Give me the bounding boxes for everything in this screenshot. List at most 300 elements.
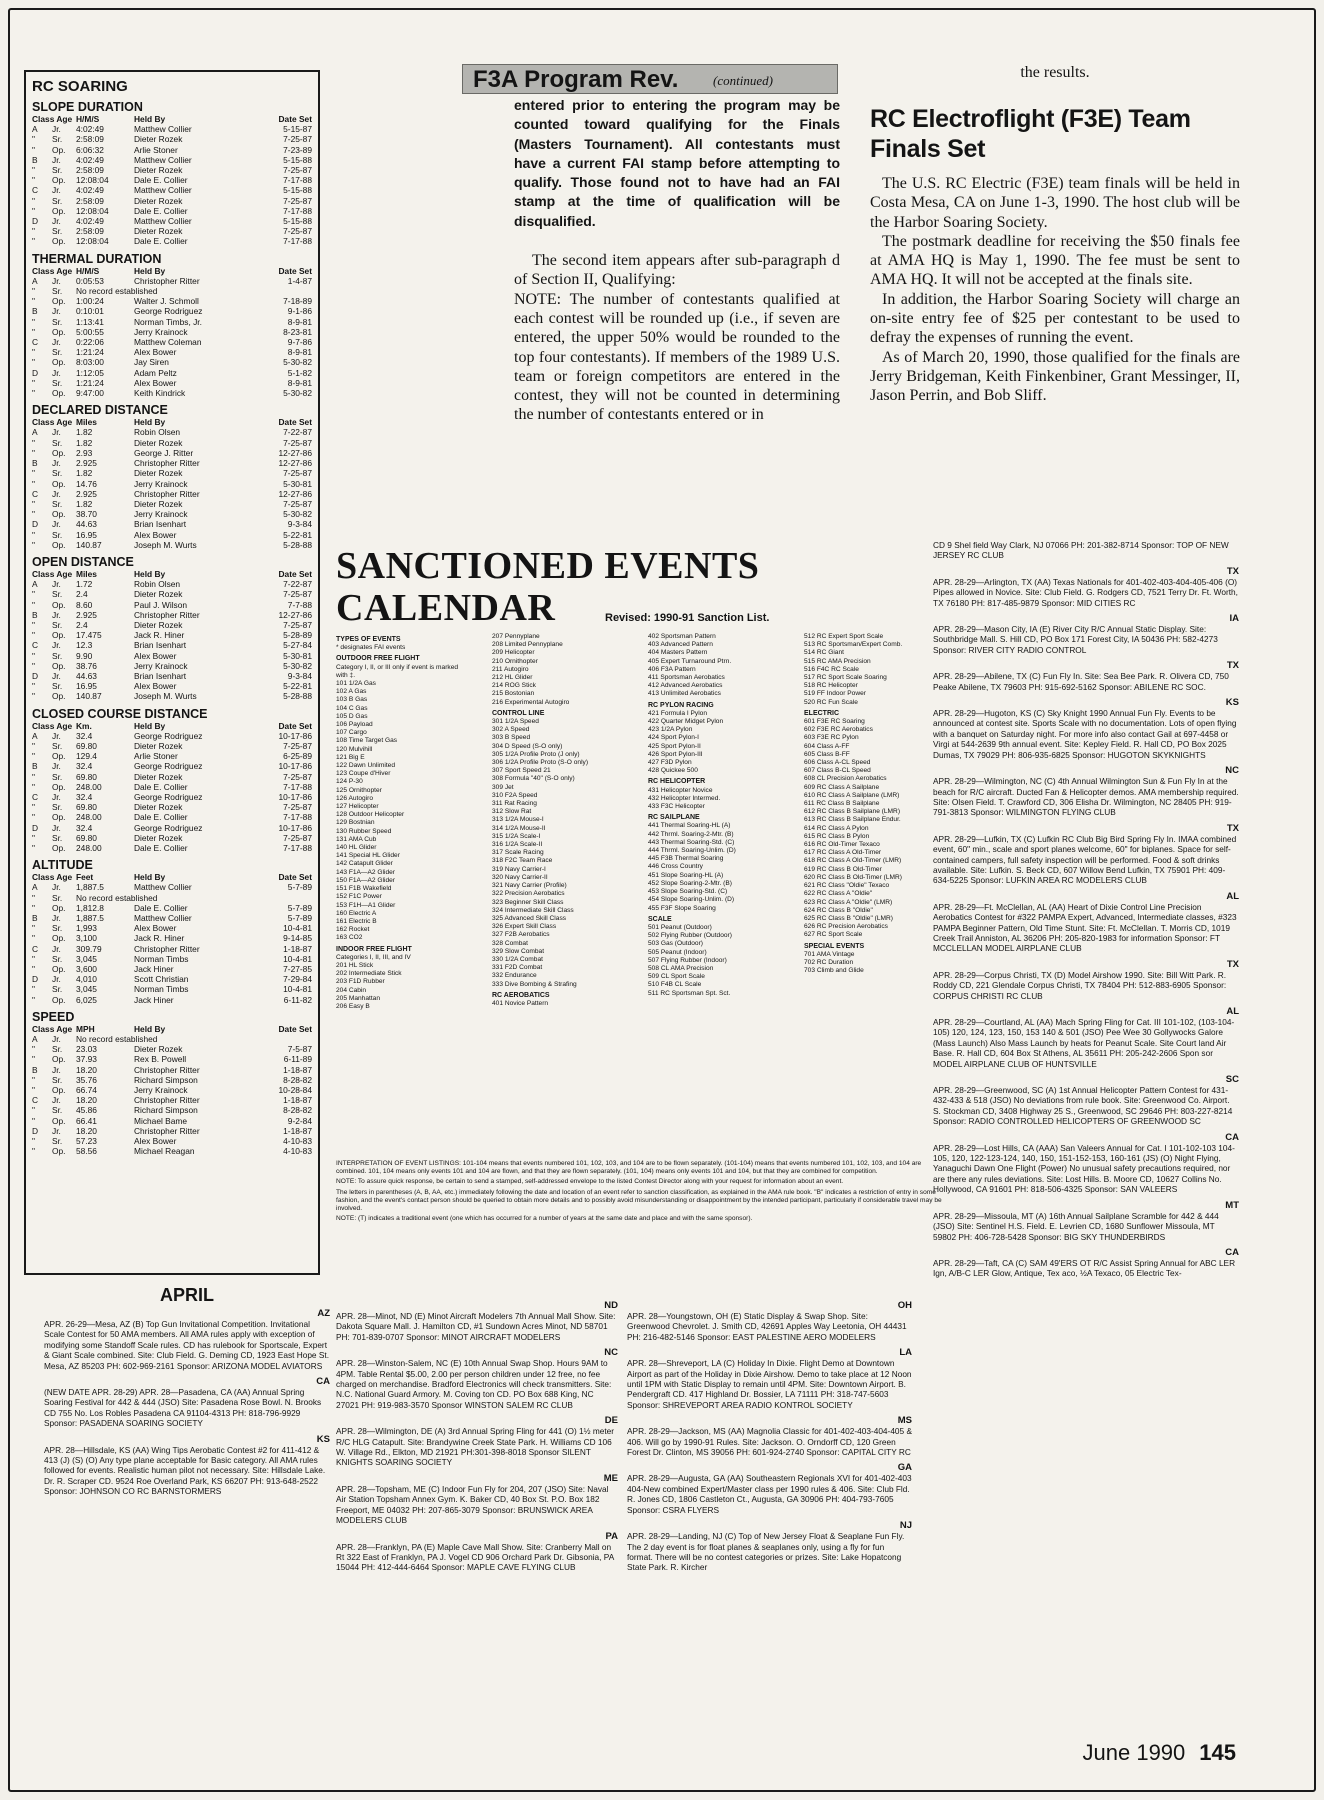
event-type-item: 513 RC Sportsman/Expert Comb. <box>804 641 903 649</box>
event-state: ND <box>604 1300 618 1311</box>
event-state: CA <box>316 1376 330 1388</box>
record-row <box>32 882 312 892</box>
record-cell: Alex Bower <box>134 529 177 540</box>
record-cell: George Rodriguez <box>134 761 203 772</box>
event-type-item: 701 AMA Vintage <box>804 950 855 958</box>
record-cell: Arlie Stoner <box>134 144 178 155</box>
record-cell: " <box>32 771 35 782</box>
record-cell: Jr. <box>52 154 61 165</box>
event-type-item: 615 RC Class B Pylon <box>804 832 870 840</box>
record-cell: Christopher Ritter <box>134 1125 200 1136</box>
event-type-item: 507 Flying Rubber (Indoor) <box>648 956 727 964</box>
event-text: APR. 28—Youngstown, OH (E) Static Display & Swap Shop. Site: Greenwood Chevrolet. J. Smith CD, 42691 Apples Way Leetonia, OH 44431 PH: 216-482-5146 Sponsor: EAST PALESTINE AERO MODELERS <box>627 1311 907 1342</box>
event-type-item: 160 Electric A <box>336 909 377 917</box>
record-cell: 7-25-87 <box>283 740 312 751</box>
event-listing <box>933 660 1239 692</box>
record-cell: Op. <box>52 144 66 155</box>
record-row <box>32 327 312 337</box>
event-type-item: 453 Slope Soaring-Std. (C) <box>648 888 728 896</box>
event-type-item: 328 Combat <box>492 939 528 947</box>
record-cell: 7-17-88 <box>283 812 312 823</box>
record-cell: Jr. <box>52 306 61 317</box>
record-cell: 1.72 <box>76 579 93 590</box>
record-cell: A <box>32 275 38 286</box>
record-cell: " <box>32 388 35 399</box>
record-cell: 6-25-89 <box>283 751 312 762</box>
record-cell: " <box>32 933 35 944</box>
event-type-item: 333 Dive Bombing & Strafing <box>492 980 577 988</box>
record-cell: Op. <box>52 660 66 671</box>
record-row <box>32 1054 312 1064</box>
record-cell: 12-27-86 <box>278 447 312 458</box>
record-cell: 7-25-87 <box>283 195 312 206</box>
record-row <box>32 823 312 833</box>
record-row <box>32 1116 312 1126</box>
record-row <box>32 995 312 1005</box>
event-text: APR. 28-29—Augusta, GA (AA) Southeastern Regionals XVI for 401-402-403 404-New combined Expert/Master class per 1990 rules & 406. Site: Club Fld. R. Jones CD, 1806 Castleton Ct., Augusta, GA 30906 PH: 404-793-7605 Sponsor: CSRA FLYERS <box>627 1473 912 1515</box>
record-row <box>32 286 312 296</box>
calendar-revised: Revised: 1990-91 Sanction List. <box>605 612 770 624</box>
event-type-item: 511 RC Sportsman Spt. Sct. <box>648 989 731 997</box>
f3a-title: F3A Program Rev. <box>473 66 679 93</box>
record-cell: Dale E. Collier <box>134 781 188 792</box>
record-cell: 5-22-81 <box>283 681 312 692</box>
record-cell: George J. Ritter <box>134 447 194 458</box>
event-type-item: 516 F4C RC Scale <box>804 665 859 673</box>
record-row <box>32 540 312 550</box>
event-type-item: 319 Navy Carrier-I <box>492 865 546 873</box>
event-type-item: 129 Bostnian <box>336 819 375 827</box>
event-type-item: 442 Thrml. Soaring-2-Mtr. (B) <box>648 830 734 838</box>
record-cell: 1.82 <box>76 427 93 438</box>
event-type-item: 310 F2A Speed <box>492 791 538 799</box>
record-cell: Dale E. Collier <box>134 236 188 247</box>
record-cell: Paul J. Wilson <box>134 599 188 610</box>
event-type-item: 323 Beginner Skill Class <box>492 898 564 906</box>
record-cell: 248.00 <box>76 843 102 853</box>
record-cell: Op. <box>52 843 66 853</box>
event-text: APR. 28-29—Landing, NJ (C) Top of New Jersey Float & Seaplane Fun Fly. The 2 day event is for float planes & seaplanes only, using a fly for fun format. There will be no contest categories or prizes. Site: Lake Hopatcong State Park. R. Kircher <box>627 1531 905 1573</box>
record-cell: 6,025 <box>76 994 97 1005</box>
record-cell: Keith Kindrick <box>134 388 186 399</box>
record-cell: Matthew Collier <box>134 216 192 227</box>
events-column-middle-right <box>627 1300 912 1770</box>
event-type-item: 305 1/2A Profile Proto (J only) <box>492 750 580 758</box>
record-table <box>32 872 312 1005</box>
record-cell: Jr. <box>52 519 61 530</box>
response-note: NOTE: To assure quick response, be certain to send a stamped, self-addressed envelope to the listed Contest Director along with your request for information about an event. <box>336 1178 844 1186</box>
record-table <box>32 417 312 550</box>
event-type-item: 433 F3C Helicopter <box>648 803 705 811</box>
record-cell: " <box>32 529 35 540</box>
record-row <box>32 427 312 437</box>
event-type-item: 216 Experimental Autogiro <box>492 698 570 706</box>
event-type-item: 128 Outdoor Helicopter <box>336 811 405 819</box>
event-type-item: 515 RC AMA Precision <box>804 657 871 665</box>
record-cell: 8-9-81 <box>287 347 312 358</box>
event-text: APR. 28—Topsham, ME (C) Indoor Fun Fly for 204, 207 (JSO) Site: Naval Air Station Topsham Annex Gym. K. Baker CD, 40 Box St. P.O. Box 182 Freeport, ME 04032 PH: 207-865-3079 Sponsor: BRUNSWICK AREA MODELERS CLUB <box>336 1483 609 1526</box>
event-text: APR. 28-29—Ft. McClellan, AL (AA) Heart of Dixie Control Line Precision Aerobatics Contest for #322 PAMPA Expert, Advanced, Intermediate classes, #323 PAMPA Beginner Pattern, Old Time Stunt. Site: Ft. McClellan. T. Morris CD, 1019 Creek Trail Anniston, AL 36206 PH: 205-820-1983 for information Sponsor: FT MCCLELLAN MODEL AIRPLANE CLUB <box>933 901 1237 954</box>
record-cell: 5-30-81 <box>283 650 312 661</box>
record-cell: George Rodriguez <box>134 306 203 317</box>
record-cell: 1.82 <box>76 437 93 448</box>
record-header-row <box>32 266 312 276</box>
record-cell: 5-28-88 <box>283 539 312 550</box>
event-category-heading: TYPES OF EVENTS <box>336 636 401 643</box>
event-type-item: 518 RC Helicopter <box>804 682 858 690</box>
record-cell: 9.90 <box>76 650 93 661</box>
event-type-item: 451 Slope Soaring-HL (A) <box>648 871 724 879</box>
record-column-header: Date Set <box>278 265 312 276</box>
record-cell: " <box>32 326 35 337</box>
record-cell: D <box>32 519 39 530</box>
record-cell: Adam Peltz <box>134 367 177 378</box>
record-cell: 3,045 <box>76 984 97 995</box>
event-state: TX <box>1226 660 1239 672</box>
record-cell: Jr. <box>52 791 61 802</box>
event-type-item: 619 RC Class B Old-Timer <box>804 865 882 873</box>
event-state: MT <box>1225 1199 1239 1211</box>
record-cell: Op. <box>52 326 66 337</box>
record-cell: 10-17-86 <box>278 761 312 772</box>
record-cell: 69.80 <box>76 740 97 751</box>
record-cell: Jr. <box>52 458 61 469</box>
record-cell: Op. <box>52 1085 66 1096</box>
record-cell: Op. <box>52 933 66 944</box>
record-cell: " <box>32 619 35 630</box>
record-cell: A <box>32 882 38 893</box>
record-cell: " <box>32 226 35 237</box>
record-cell: 7-17-88 <box>283 236 312 247</box>
event-type-item: 331 F2D Combat <box>492 964 543 972</box>
event-type-item: 303 B Speed <box>492 734 531 742</box>
record-row <box>32 923 312 933</box>
record-cell: Jack R. Hiner <box>134 933 185 944</box>
record-cell: Op. <box>52 1146 66 1157</box>
f3e-article <box>870 64 1240 406</box>
record-cell: Alex Bower <box>134 650 177 661</box>
record-cell: Matthew Collier <box>134 154 192 165</box>
record-cell: Jack Hiner <box>134 994 174 1005</box>
event-state: ME <box>603 1472 618 1484</box>
record-cell: " <box>32 802 35 813</box>
record-cell: Sr. <box>52 377 63 388</box>
record-cell: 18.20 <box>76 1064 97 1075</box>
record-row <box>32 812 312 822</box>
event-listing <box>336 1473 618 1526</box>
event-type-item: 143 F1A—A2 Glider <box>336 868 396 876</box>
record-cell: " <box>32 468 35 479</box>
record-cell: 8-9-81 <box>287 377 312 388</box>
record-header-row <box>32 721 312 731</box>
record-cell: 7-25-87 <box>283 802 312 813</box>
event-type-item: 308 Formula "40" (S-O only) <box>492 775 575 783</box>
record-cell: 7-22-87 <box>283 427 312 438</box>
record-cell: Dieter Rozek <box>134 498 183 509</box>
results-text: the results. <box>1020 64 1090 81</box>
record-row <box>32 1075 312 1085</box>
event-types-list <box>336 633 946 1155</box>
event-type-item: 455 F3F Slope Soaring <box>648 904 716 912</box>
records-title: RC SOARING <box>32 78 128 95</box>
event-listing <box>933 566 1239 608</box>
event-text: APR. 28—Hillsdale, KS (AA) Wing Tips Aerobatic Contest #2 for 411-412 & 413 (J) (S) (O) Any type plane acceptable for Basic category. All AMA rules followed for events. Realistic human pilot not necessary. Site: Hillsdale Lake. Dr. R. Scraper CD. 9524 Roe Overland Park, KS 66207 PH: 913-648-2522 Sponsor: JOHNSON CO RC BARNSTORMERS <box>44 1444 326 1497</box>
record-cell: Op. <box>52 691 66 702</box>
record-cell: 5-7-89 <box>287 882 312 893</box>
record-cell: 17.475 <box>76 630 102 641</box>
record-row <box>32 216 312 226</box>
event-type-item: 508 CL AMA Precision <box>648 964 714 972</box>
event-type-item: 207 Pennyplane <box>492 633 540 640</box>
record-cell: " <box>32 953 35 964</box>
event-listing <box>933 1132 1239 1195</box>
record-cell: 1.82 <box>76 498 93 509</box>
record-cell: 8-23-81 <box>283 326 312 337</box>
event-state: TX <box>1226 822 1239 834</box>
page-footer <box>1083 1740 1236 1766</box>
record-cell: " <box>32 923 35 934</box>
record-cell: " <box>32 740 35 751</box>
event-type-item: 204 Cabin <box>336 986 367 994</box>
record-cell: Norman Timbs <box>134 953 189 964</box>
record-cell: 1,993 <box>76 923 97 934</box>
april-events-column <box>44 1285 330 1760</box>
event-type-item: 301 1/2A Speed <box>492 718 539 726</box>
record-cell: 2.925 <box>76 609 97 620</box>
event-type-item: 413 Unlimited Aerobatics <box>648 690 721 698</box>
record-cell: 1:13:41 <box>76 316 104 327</box>
record-row <box>32 651 312 661</box>
record-column-header: Held By <box>134 1023 166 1034</box>
record-cell: Michael Bame <box>134 1115 188 1126</box>
event-type-item: 206 Easy B <box>336 1002 370 1010</box>
event-type-item: 121 Big E <box>336 753 365 761</box>
record-cell: Jr. <box>52 367 61 378</box>
record-cell: B <box>32 154 38 165</box>
event-type-item: 423 1/2A Pylon <box>648 726 693 734</box>
record-cell: 0:05:53 <box>76 275 104 286</box>
event-listing <box>336 1347 618 1410</box>
record-cell: Christopher Ritter <box>134 275 200 286</box>
record-section-title: THERMAL DURATION <box>32 251 162 266</box>
record-cell: Jr. <box>52 1034 61 1045</box>
event-text: APR. 28-29—Hugoton, KS (C) Sky Knight 1990 Annual Fun Fly. Events to be announced at contest site. Sports Scale with no documentation. Lots of open flying with a banquet on Saturday night. For more info also contact Gail at 697-4458 or Virgi at 544-2639 9th annual event. Site: Kepley Field. R. Hall CD, PO Box 2025 Dumas, TX 79029 PH: 806-935-6825 Sponsor: HUGOTON SKYKNIGHTS <box>933 708 1237 760</box>
event-types-column <box>804 633 932 975</box>
event-types-column <box>336 633 464 1011</box>
record-cell: No record established <box>76 286 158 297</box>
event-type-item: 614 RC Class A Pylon <box>804 824 869 832</box>
event-type-item: 601 F3E RC Soaring <box>804 718 865 726</box>
record-cell: " <box>32 498 35 509</box>
record-cell: 7-27-85 <box>283 964 312 975</box>
event-type-item: 108 Time Target Gas <box>336 737 398 745</box>
record-cell: 1.82 <box>76 468 93 479</box>
record-row <box>32 893 312 903</box>
record-row <box>32 681 312 691</box>
event-text: APR. 28-29—Taft, CA (C) SAM 49'ERS OT R/C Assist Spring Annual for ABC LER Ign, A/B-C LER Glow, Antique, Tex aco, ½A Texaco, 05 Electric Tex- <box>933 1257 1236 1279</box>
record-row <box>32 933 312 943</box>
record-cell: Jr. <box>52 640 61 651</box>
record-cell: 309.79 <box>76 943 102 954</box>
event-type-item: 325 Advanced Skill Class <box>492 914 567 922</box>
record-cell: 32.4 <box>76 761 93 772</box>
record-cell: Dieter Rozek <box>134 165 183 176</box>
record-cell: 5-1-82 <box>287 367 312 378</box>
record-row <box>32 761 312 771</box>
record-cell: Dieter Rozek <box>134 226 183 237</box>
record-cell: Matthew Collier <box>134 185 192 196</box>
event-type-item: 427 F3D Pylon <box>648 759 692 767</box>
event-listing <box>627 1347 912 1410</box>
record-cell: " <box>32 630 35 641</box>
event-type-item: 510 F4B CL Scale <box>648 981 702 989</box>
record-cell: D <box>32 670 39 681</box>
record-cell: Sr. <box>52 529 63 540</box>
event-state: OH <box>897 1300 912 1311</box>
event-type-item: 622 RC Class A "Oldie" <box>804 890 873 898</box>
record-cell: Sr. <box>52 802 63 813</box>
record-cell: 2.4 <box>76 619 88 630</box>
record-row <box>32 357 312 367</box>
record-cell: Christopher Ritter <box>134 488 200 499</box>
record-row <box>32 944 312 954</box>
event-type-item: 208 Limited Pennyplane <box>492 641 563 649</box>
record-cell: 6-11-82 <box>283 994 312 1005</box>
record-cell: C <box>32 640 39 651</box>
record-row <box>32 843 312 853</box>
record-row <box>32 134 312 144</box>
event-type-item: 130 Rubber Speed <box>336 827 392 835</box>
record-table <box>32 569 312 702</box>
record-row <box>32 1126 312 1136</box>
record-cell: 16.95 <box>76 681 97 692</box>
interpretation-note: INTERPRETATION OF EVENT LISTINGS: 101-104 means that events numbered 101, 102, 103, and 104 are to be flown separately. (101-104) means that events numbered 101, 102, 103, and 104 are combined. 101, 104 means only events 101 and 104 are flown, and that they are flown separately. (101, 104) means only events 101 and 104, but that they are combined for competition. <box>336 1160 922 1176</box>
record-cell: 5-15-88 <box>283 185 312 196</box>
record-cell: B <box>32 761 38 772</box>
record-row <box>32 438 312 448</box>
event-type-item: 505 Peanut (Indoor) <box>648 948 707 956</box>
events-column-middle-left <box>336 1300 618 1770</box>
record-column-header: Miles <box>76 417 97 428</box>
record-cell: 7-25-87 <box>283 619 312 630</box>
record-cell: Brian Isenhart <box>134 640 187 651</box>
record-cell: Sr. <box>52 134 63 145</box>
record-row <box>32 155 312 165</box>
event-type-item: 212 HL Glider <box>492 674 533 682</box>
record-column-header: MPH <box>76 1023 95 1034</box>
record-header-row <box>32 1024 312 1034</box>
event-type-item: 211 Autogiro <box>492 665 529 673</box>
record-cell: B <box>32 913 38 924</box>
record-cell: 10-4-81 <box>283 923 312 934</box>
record-cell: Jr. <box>52 670 61 681</box>
event-type-item: 444 Thrml. Soaring-Unlim. (D) <box>648 847 736 855</box>
record-cell: 10-17-86 <box>278 791 312 802</box>
record-column-header: Date Set <box>278 720 312 731</box>
record-cell: 9-14-85 <box>283 933 312 944</box>
record-cell: B <box>32 306 38 317</box>
event-text: APR. 28—Shreveport, LA (C) Holiday In Dixie. Flight Demo at Downtown Airport as part of the Holiday in Dixie Airshow. Demo to take place at 12 Noon until 1PM with Static Display to remain until 4PM. Site: Downtown Airport. B. Pendergraft CD. 417 Highland Dr. Bossier, LA 71111 PH: 318-747-5603 Sponsor: SHREVEPORT AREA RADIO KONTROL SOCIETY <box>627 1358 912 1410</box>
event-type-item: 203 F1D Rubber <box>336 978 385 986</box>
record-cell: Sr. <box>52 953 63 964</box>
record-row <box>32 630 312 640</box>
record-cell: Alex Bower <box>134 923 177 934</box>
event-type-item: 150 F1A—A2 Glider <box>336 876 396 884</box>
record-cell: Jr. <box>52 427 61 438</box>
record-cell: Sr. <box>52 498 63 509</box>
event-type-item: 509 CL Sport Scale <box>648 973 705 981</box>
record-section-title: DECLARED DISTANCE <box>32 403 168 418</box>
record-cell: 5-30-82 <box>283 357 312 368</box>
event-type-item: 607 Class B-CL Speed <box>804 767 871 775</box>
record-cell: Dale E. Collier <box>134 812 188 823</box>
record-cell: Op. <box>52 994 66 1005</box>
event-type-item: 517 RC Sport Scale Soaring <box>804 674 887 682</box>
event-text: APR. 28-29—Wilmington, NC (C) 4th Annual Wilmington Sun & Fun Fly In at the beach for R/C aircraft. Ducted Fan & Helicopter demos. AMA membership required. Site: Olsen Field. T. Crawford CD, 306 Elisha Dr. Wilmington, NC 28405 PH: 919-791-3813 Sponsor: WILMINGTON FLYING CLUB <box>933 776 1239 818</box>
record-cell: " <box>32 902 35 913</box>
record-cell: " <box>32 1074 35 1085</box>
record-cell: Dieter Rozek <box>134 1044 183 1055</box>
record-row <box>32 903 312 913</box>
record-cell: A <box>32 427 38 438</box>
record-table <box>32 721 312 854</box>
calendar-title-line-2: CALENDAR <box>336 587 556 629</box>
record-cell: Sr. <box>52 468 63 479</box>
record-row <box>32 661 312 671</box>
event-type-item: 512 RC Expert Sport Scale <box>804 633 884 640</box>
record-row <box>32 731 312 741</box>
event-listing <box>627 1462 912 1515</box>
event-type-item: 104 C Gas <box>336 704 368 712</box>
record-cell: 44.63 <box>76 519 97 530</box>
event-type-item: 210 Ornithopter <box>492 657 538 665</box>
record-cell: " <box>32 144 35 155</box>
record-cell: 7-23-89 <box>283 144 312 155</box>
record-cell: Sr. <box>52 832 63 843</box>
event-type-item: 105 D Gas <box>336 712 368 720</box>
event-type-item: 432 Helicopter Intermed. <box>648 794 721 802</box>
record-cell: Dieter Rozek <box>134 802 183 813</box>
record-cell: 38.76 <box>76 660 97 671</box>
record-cell: 69.80 <box>76 832 97 843</box>
record-cell: Op. <box>52 509 66 520</box>
record-cell: 7-7-88 <box>287 599 312 610</box>
calendar-notes <box>336 1160 948 1225</box>
event-type-item: 153 F1H—A1 Glider <box>336 901 396 909</box>
record-row <box>32 519 312 529</box>
record-cell: 6-11-89 <box>283 1054 312 1065</box>
record-cell: Robin Olsen <box>134 579 181 590</box>
record-row <box>32 124 312 134</box>
record-cell: Jr. <box>52 1064 61 1075</box>
event-type-item: 162 Rocket <box>336 926 370 934</box>
event-state: KS <box>316 1433 330 1445</box>
record-cell: Alex Bower <box>134 1136 177 1147</box>
record-cell: 7-22-87 <box>283 579 312 590</box>
record-cell: 66.41 <box>76 1115 97 1126</box>
event-type-item: 424 Sport Pylon-I <box>648 734 699 742</box>
record-row <box>32 185 312 195</box>
record-cell: Op. <box>52 630 66 641</box>
record-cell: 7-25-87 <box>283 589 312 600</box>
record-row <box>32 206 312 216</box>
record-cell: D <box>32 974 39 985</box>
event-listing <box>336 1415 618 1468</box>
record-section-title: CLOSED COURSE DISTANCE <box>32 706 208 721</box>
event-type-item: 428 Quickee 500 <box>648 767 698 775</box>
event-type-item: 610 RC Class A Sailplane (LMR) <box>804 791 900 799</box>
event-type-item: 316 1/2A Scale-II <box>492 841 543 849</box>
